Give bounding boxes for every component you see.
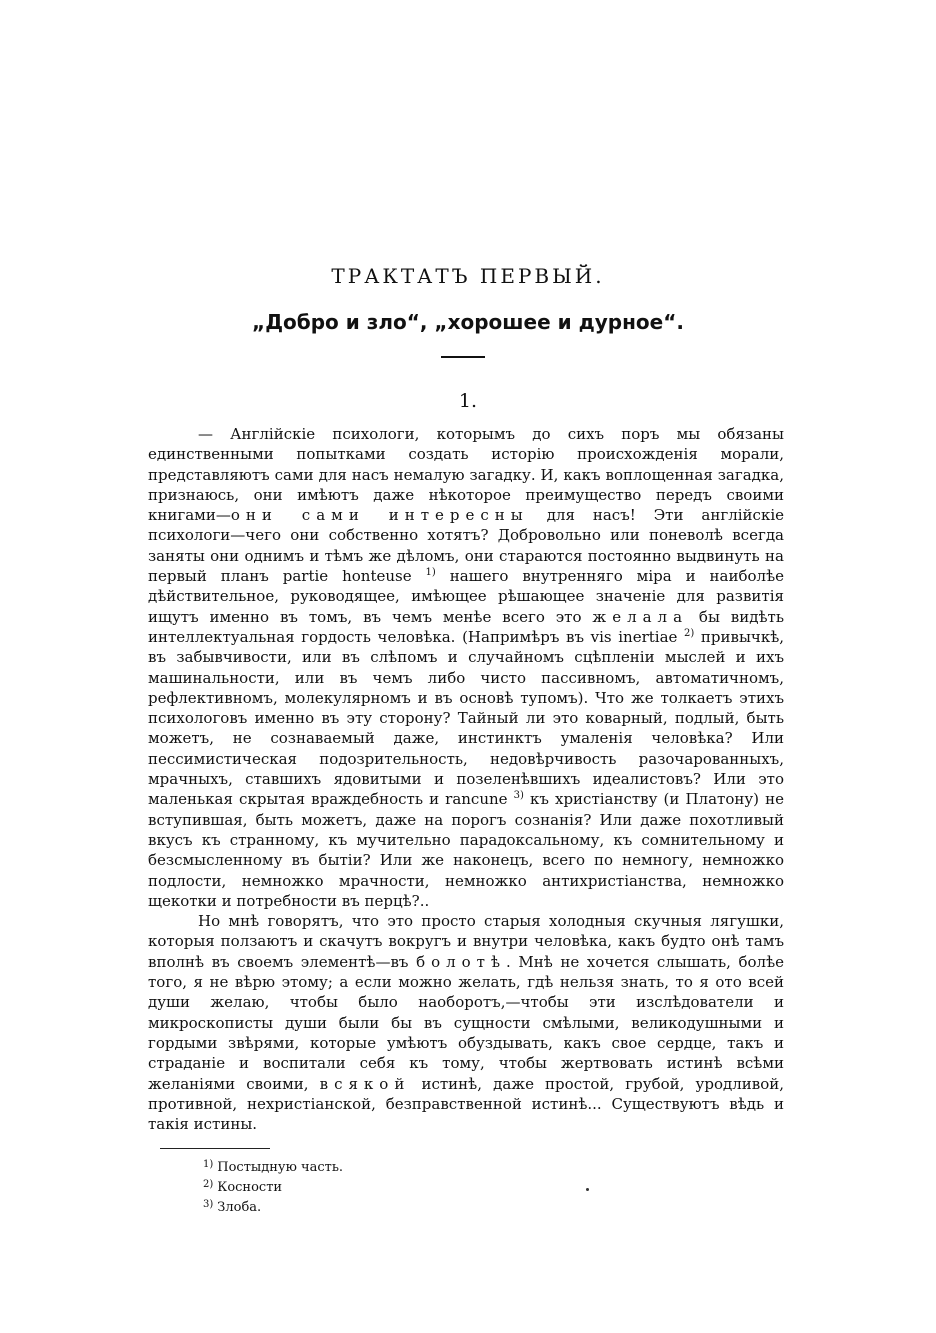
title-divider [441,356,485,358]
p1-text-e: привычкѣ, въ забывчивости, или въ слѣпомъ и случайномъ сцѣпленіи мыслей и ихъ машинальности, или въ чемъ либо чисто пассивномъ, автоматичномъ, рефлективномъ, молекулярномъ и въ основѣ тупомъ). Что же толкаетъ этихъ психологовъ именно въ эту сторону? Тайный ли это коварный, подлый, быть можетъ, не сознаваемый даже, инстинктъ умаленія человѣка? Или пессимистическая подозрительность, недовѣрчивость разочарованныхъ, мрачныхъ, ставшихъ ядовитыми и позеленѣвшихъ идеалистовъ? Или это маленькая скрытая враждебность и rancune [148,627,785,809]
p1-text-b: для насъ! Эти англійскіе психологи—чего они собственно хотятъ? Добровольно или поневолѣ всегда заняты они однимъ и тѣмъ же дѣломъ, они стараются постоянно выдвинуть на первый планъ partie honteuse [148,506,784,586]
p2-text-a: Но мнѣ говорятъ, что это просто старыя холодныя скучныя лягушки, которыя ползаютъ и скачутъ вокругъ и внутри человѣка, какъ будто онѣ тамъ вполнѣ въ своемъ элементѣ—въ [148,912,784,971]
footnote-1 [203,1156,343,1176]
footnote-ref-2[interactable]: 2) [684,627,695,639]
treatise-title: ТРАКТАТЪ ПЕРВЫЙ. [331,264,605,288]
p2-text-b: . Мнѣ не хочется слышать, болѣе того, я не вѣрю этому; а если можно желать, гдѣ нельзя знать, то я ото всей души желаю, чтобы было наоборотъ,—чтобы эти изслѣдователи и микроскописты души были бы въ сущности смѣлыми, великодушными и гордыми звѣрями, которые умѣютъ обуздывать, какъ свое сердце, такъ и страданіе и воспитали себя къ тому, чтобы жертвовать истинѣ всѣми желаніями своими, [148,952,784,1093]
print-speck [586,1188,589,1191]
body-text [148,424,784,1134]
footnote-divider [160,1148,270,1149]
chapter-subtitle: „Добро и зло“, „хорошее и дурное“. [252,310,684,334]
footnote-ref-3[interactable]: 3) [513,790,524,802]
p2-emphasis-1: болотѣ [416,952,507,971]
footnote-ref-1[interactable]: 1) [425,567,436,579]
p2-emphasis-2: всякой [319,1074,411,1093]
p1-emphasis-1: они сами интересны [230,506,529,525]
paragraph-2 [148,911,784,1134]
footnote-3 [203,1196,343,1216]
footnote-3-mark: 3) [203,1199,214,1210]
footnote-3-text: Злоба. [217,1200,262,1215]
footnote-2-text: Косности [217,1180,283,1195]
section-number: 1. [458,390,478,412]
footnote-2 [203,1176,343,1196]
p1-emphasis-2: желала [592,607,689,626]
paragraph-1 [148,424,784,911]
p1-text-c: нашего внутренняго міра и наиболѣе дѣйствительное, руководящее, имѣющее рѣшающее значеніе для развитія ищутъ именно въ томъ, въ чемъ менѣе всего это [148,567,784,626]
p1-text-d: бы видѣть интеллектуальная гордость человѣка. (Напримѣръ въ vis inertiae [148,607,784,646]
footnote-1-text: Постыдную часть. [217,1160,344,1175]
p2-text-c: истинѣ, даже простой, грубой, уродливой, противной, нехристіанской, безправственной истинѣ... Существуютъ вѣдь и такія истины. [148,1074,784,1134]
footnotes [203,1156,343,1216]
p1-text-f: къ христіанству (и Платону) не вступившая, быть можетъ, даже на порогъ сознанія? Или даже похотливый вкусъ къ странному, къ мучительно парадоксальному, къ сомнительному и безсмысленному въ бытіи? Или же наконецъ, всего по немногу, немножко подлости, немножко мрачности, немножко антихристіанства, немножко щекотки и потребности въ перцѣ?.. [148,790,784,910]
p1-text-a: — Англійскіе психологи, которымъ до сихъ поръ мы обязаны единственными попытками создать исторію происхожденія морали, представляютъ сами для насъ немалую загадку. И, какъ воплощенная загадка, признаюсь, они имѣютъ даже нѣкоторое преимущество передъ своими книгами— [148,425,784,525]
footnote-1-mark: 1) [203,1159,214,1170]
footnote-2-mark: 2) [203,1179,214,1190]
